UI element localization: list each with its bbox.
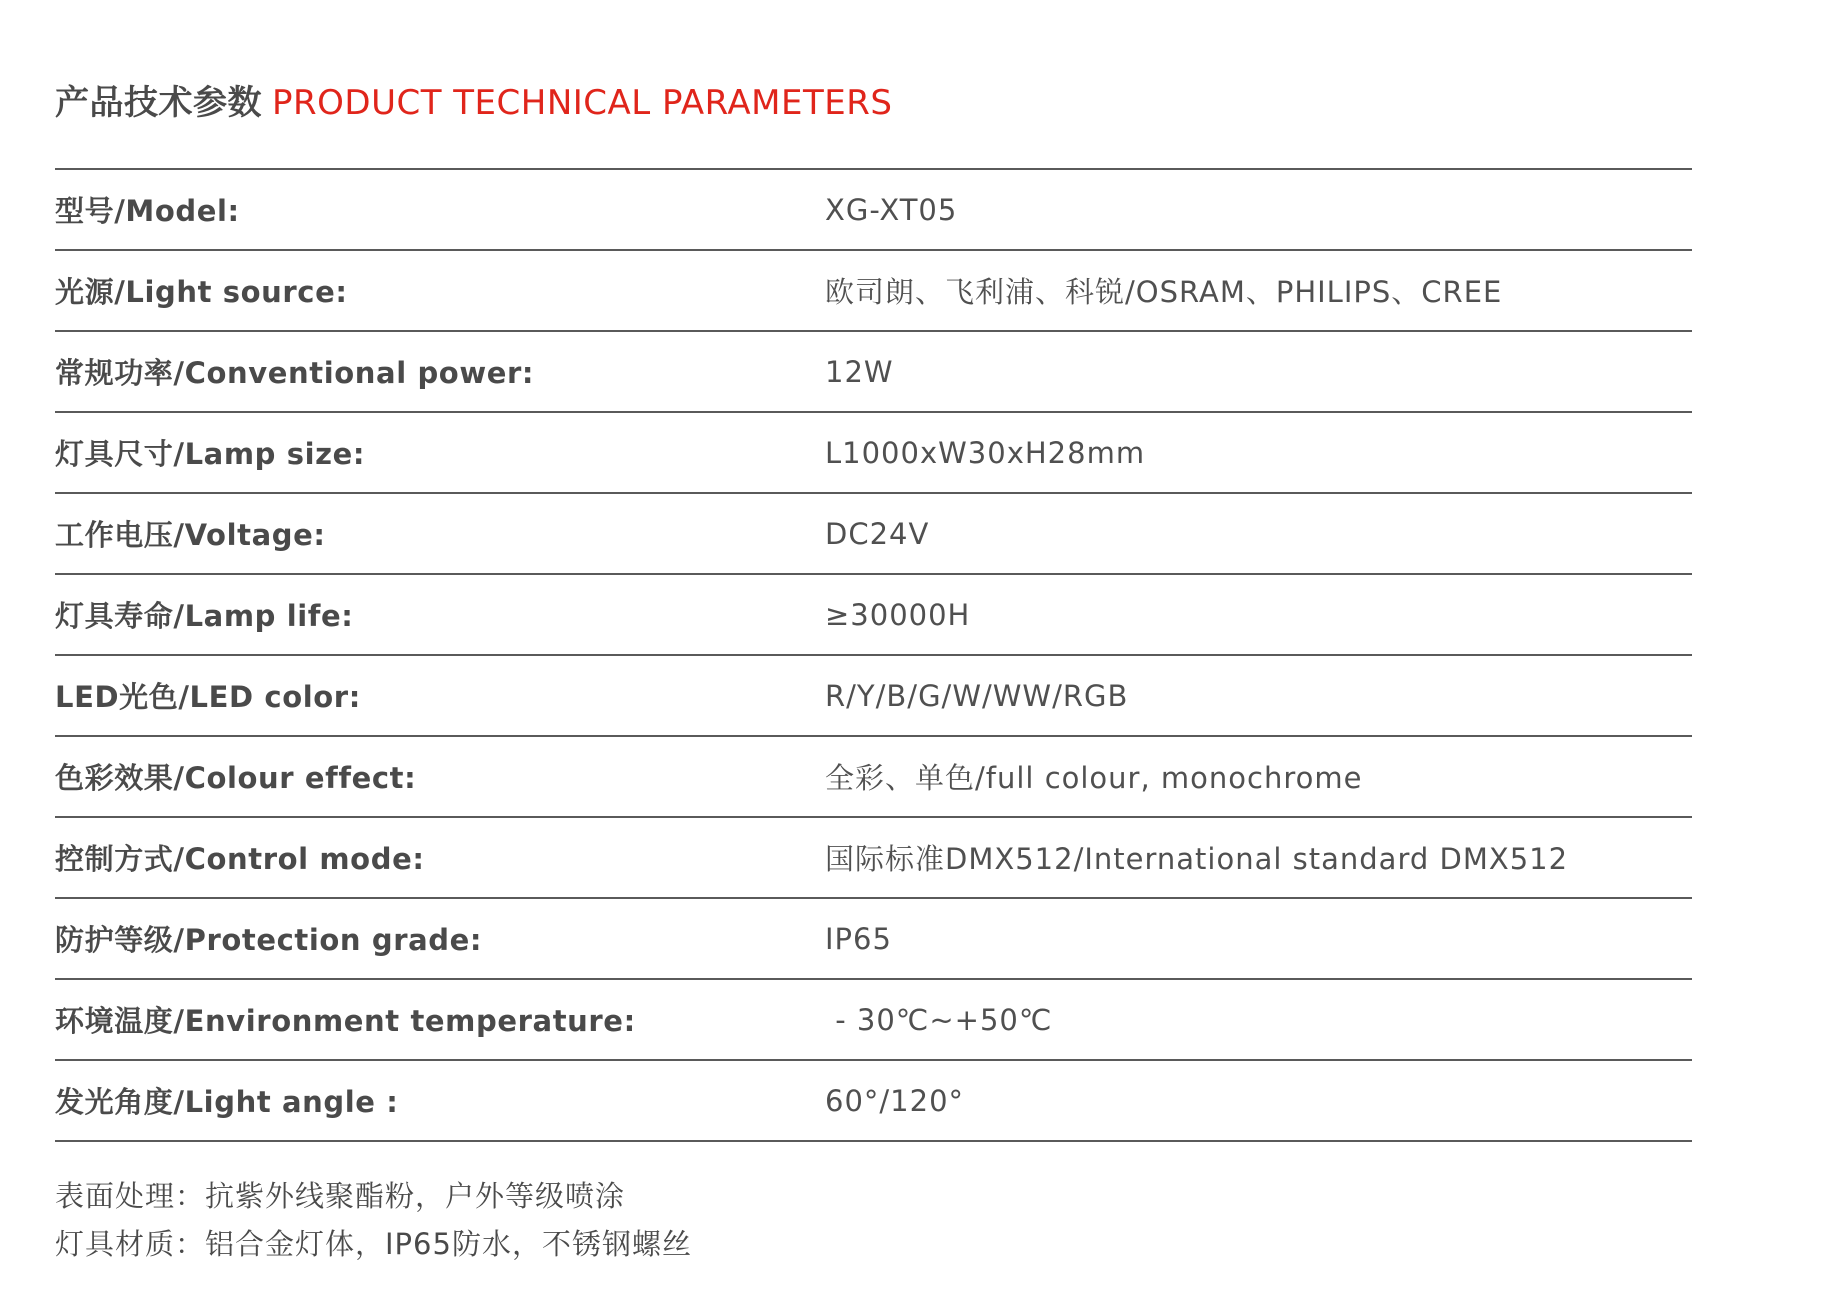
param-label: 防护等级/Protection grade: (55, 923, 483, 957)
param-value: IP65 (825, 921, 892, 956)
param-value: - 30℃~+50℃ (825, 1002, 1053, 1037)
param-value: DC24V (825, 516, 930, 551)
title-english: PRODUCT TECHNICAL PARAMETERS (272, 83, 893, 123)
param-label: 光源/Light source: (55, 275, 348, 309)
param-row-colour-effect (55, 737, 1692, 818)
param-label: 环境温度/Environment temperature: (55, 1004, 636, 1038)
param-row-lamp-life (55, 575, 1692, 656)
param-value: 60°/120° (825, 1083, 965, 1118)
param-row-power (55, 332, 1692, 413)
param-value: ≥30000H (825, 597, 971, 632)
param-value: L1000xW30xH28mm (825, 435, 1146, 470)
page-title (55, 78, 892, 128)
param-row-lamp-size (55, 413, 1692, 494)
param-row-light-angle (55, 1061, 1692, 1142)
parameters-table (55, 168, 1692, 1142)
param-label: 工作电压/Voltage: (55, 518, 326, 552)
param-row-environment-temperature (55, 980, 1692, 1061)
param-value: XG-XT05 (825, 192, 958, 227)
note-lamp-material: 灯具材质：铝合金灯体，IP65防水，不锈钢螺丝 (55, 1227, 692, 1261)
param-label: 型号/Model: (55, 194, 240, 228)
param-value: 全彩、单色/full colour, monochrome (825, 761, 1363, 795)
param-label: 色彩效果/Colour effect: (55, 761, 417, 795)
param-row-protection-grade (55, 899, 1692, 980)
param-label: LED光色/LED color: (55, 680, 361, 714)
title-chinese: 产品技术参数 (55, 83, 262, 123)
param-row-voltage (55, 494, 1692, 575)
param-label: 发光角度/Light angle : (55, 1085, 399, 1119)
param-row-led-color (55, 656, 1692, 737)
param-value: 国际标准DMX512/International standard DMX512 (825, 842, 1569, 876)
param-value: 12W (825, 354, 894, 389)
param-label: 灯具寿命/Lamp life: (55, 599, 354, 633)
param-label: 控制方式/Control mode: (55, 842, 425, 876)
note-surface-treatment: 表面处理：抗紫外线聚酯粉，户外等级喷涂 (55, 1179, 626, 1213)
product-notes (55, 1172, 692, 1268)
param-row-control-mode (55, 818, 1692, 899)
param-label: 灯具尺寸/Lamp size: (55, 437, 366, 471)
param-label: 常规功率/Conventional power: (55, 356, 535, 390)
param-row-light-source (55, 251, 1692, 332)
param-value: R/Y/B/G/W/WW/RGB (825, 678, 1129, 713)
param-row-model (55, 170, 1692, 251)
param-value: 欧司朗、飞利浦、科锐/OSRAM、PHILIPS、CREE (825, 275, 1503, 309)
